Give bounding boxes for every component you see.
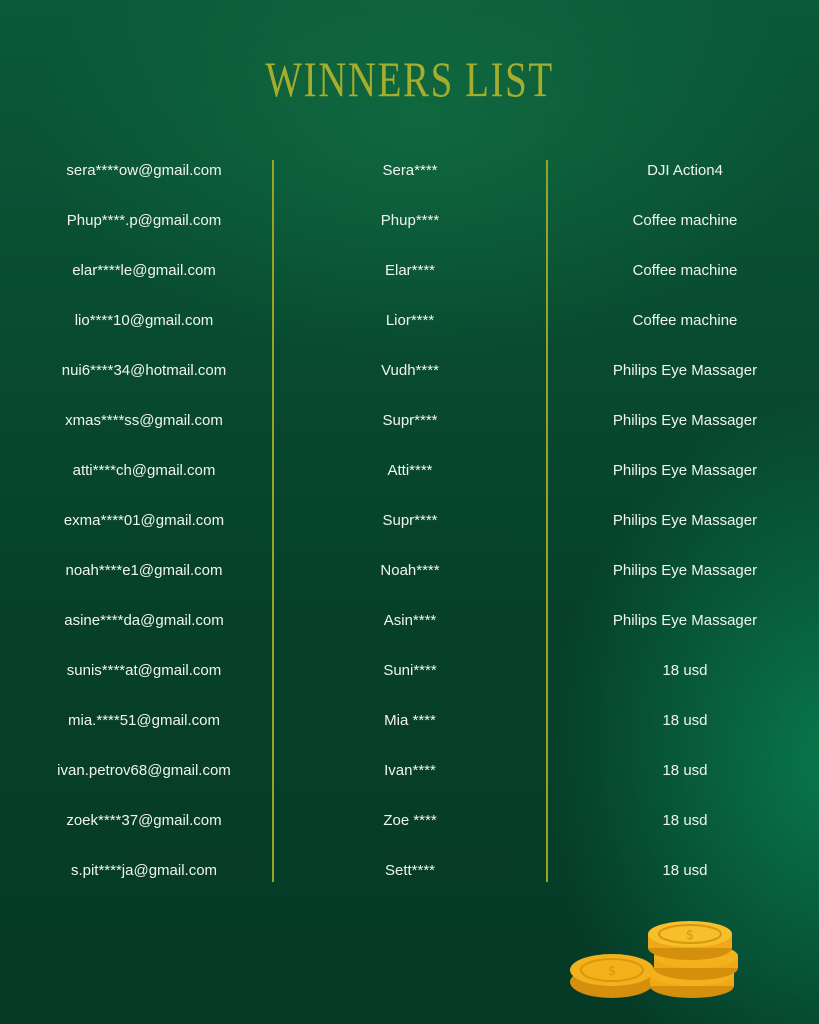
winner-row xyxy=(0,750,819,800)
coin-icon xyxy=(570,954,654,998)
winner-row xyxy=(0,350,819,400)
winner-email: sunis****at@gmail.com xyxy=(66,662,222,679)
winner-prize: 18 usd xyxy=(662,712,708,729)
winner-prize: Coffee machine xyxy=(632,212,738,229)
winner-prize: Coffee machine xyxy=(632,312,738,329)
winner-email: noah****e1@gmail.com xyxy=(65,562,223,579)
winner-row xyxy=(0,150,819,200)
winner-prize: Philips Eye Massager xyxy=(612,612,758,629)
svg-text:$: $ xyxy=(685,928,695,943)
winner-name: Elar**** xyxy=(384,262,436,279)
winner-name: Atti**** xyxy=(387,462,433,479)
winner-row xyxy=(0,300,819,350)
winner-email: xmas****ss@gmail.com xyxy=(65,412,223,429)
svg-text:$: $ xyxy=(607,964,617,979)
winner-prize: 18 usd xyxy=(662,662,708,679)
winner-email: elar****le@gmail.com xyxy=(72,262,216,279)
winner-row xyxy=(0,700,819,750)
winner-name: Sett**** xyxy=(384,862,436,879)
winner-prize: 18 usd xyxy=(662,862,708,879)
winner-row xyxy=(0,850,819,900)
winner-prize: Philips Eye Massager xyxy=(612,412,758,429)
winner-row xyxy=(0,800,819,850)
winner-prize: Philips Eye Massager xyxy=(612,512,758,529)
winner-email: asine****da@gmail.com xyxy=(64,612,224,629)
winner-name: Zoe **** xyxy=(383,812,437,829)
winner-name: Asin**** xyxy=(383,612,437,629)
winner-prize: Philips Eye Massager xyxy=(612,562,758,579)
winner-name: Phup**** xyxy=(380,212,440,229)
winner-prize: DJI Action4 xyxy=(647,162,723,179)
winner-row xyxy=(0,200,819,250)
coin-stack xyxy=(648,921,738,998)
winner-email: zoek****37@gmail.com xyxy=(66,812,222,829)
winner-name: Lior**** xyxy=(385,312,435,329)
winner-prize: Philips Eye Massager xyxy=(612,362,758,379)
winner-row xyxy=(0,550,819,600)
winner-prize: Coffee machine xyxy=(632,262,738,279)
coins-stack-icon xyxy=(564,908,744,1003)
winner-name: Ivan**** xyxy=(384,762,436,779)
winner-prize: 18 usd xyxy=(662,762,708,779)
winner-prize: 18 usd xyxy=(662,812,708,829)
winner-prize: Philips Eye Massager xyxy=(612,462,758,479)
winner-email: Phup****.p@gmail.com xyxy=(66,212,222,229)
winner-email: nui6****34@hotmail.com xyxy=(61,362,227,379)
winner-email: atti****ch@gmail.com xyxy=(72,462,216,479)
winner-name: Supr**** xyxy=(382,412,438,429)
winner-name: Suni**** xyxy=(383,662,437,679)
winner-email: exma****01@gmail.com xyxy=(63,512,225,529)
winner-email: s.pit****ja@gmail.com xyxy=(70,862,218,879)
winner-name: Vudh**** xyxy=(381,362,439,379)
winner-row xyxy=(0,400,819,450)
winner-row xyxy=(0,450,819,500)
winner-name: Supr**** xyxy=(382,512,438,529)
winner-name: Mia **** xyxy=(384,712,436,729)
winner-row xyxy=(0,500,819,550)
winner-row xyxy=(0,600,819,650)
winners-table xyxy=(0,150,819,900)
page-title: WINNERS LIST xyxy=(265,51,554,107)
winner-email: ivan.petrov68@gmail.com xyxy=(57,762,231,779)
winner-name: Noah**** xyxy=(380,562,440,579)
winner-row xyxy=(0,250,819,300)
winner-email: lio****10@gmail.com xyxy=(74,312,214,329)
winner-row xyxy=(0,650,819,700)
winner-email: sera****ow@gmail.com xyxy=(66,162,222,179)
winner-name: Sera**** xyxy=(382,162,438,179)
winner-email: mia.****51@gmail.com xyxy=(68,712,220,729)
